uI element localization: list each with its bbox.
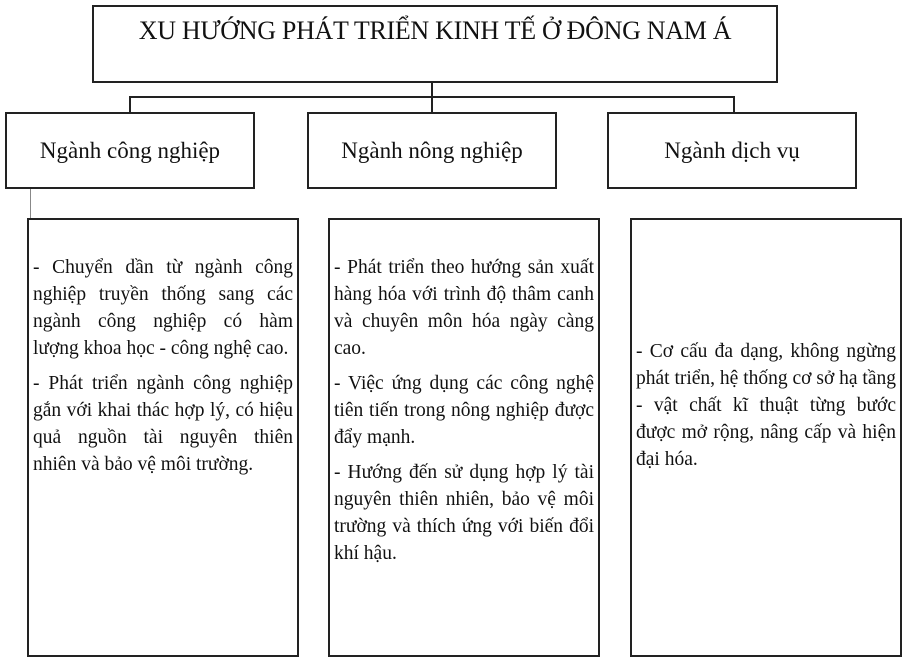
point: - Phát triển ngành công nghiệp gắn với khai thác hợp lý, có hiệu quả nguồn tài nguyên thiên nhiên và bảo vệ môi trường. xyxy=(33,373,293,475)
connector-branch-3 xyxy=(733,96,735,112)
content-agriculture xyxy=(328,218,600,657)
point: - Cơ cấu đa dạng, không ngừng phát triển, hệ thống cơ sở hạ tầng - vật chất kĩ thuật từng bước được mở rộng, nâng cấp và hiện đại hóa. xyxy=(636,341,896,470)
connector-branch-2 xyxy=(431,96,433,112)
category-services: Ngành dịch vụ xyxy=(607,112,857,189)
point: - Việc ứng dụng các công nghệ tiên tiến trong nông nghiệp được đẩy mạnh. xyxy=(334,373,594,448)
point: - Phát triển theo hướng sản xuất hàng hóa với trình độ thâm canh và chuyên môn hóa ngày càng cao. xyxy=(334,257,594,359)
content-industry xyxy=(27,218,299,657)
point: - Chuyển dần từ ngành công nghiệp truyền thống sang các ngành công nghiệp có hàm lượng khoa học - công nghệ cao. xyxy=(33,257,293,359)
connector-branch-1 xyxy=(129,96,131,112)
diagram-title: XU HƯỚNG PHÁT TRIỂN KINH TẾ Ở ĐÔNG NAM Á xyxy=(92,5,778,83)
content-services xyxy=(630,218,902,657)
point: - Hướng đến sử dụng hợp lý tài nguyên thiên nhiên, bảo vệ môi trường và thích ứng với biến đổi khí hậu. xyxy=(334,462,594,564)
category-industry: Ngành công nghiệp xyxy=(5,112,255,189)
category-agriculture: Ngành nông nghiệp xyxy=(307,112,557,189)
connector-down-1 xyxy=(30,189,31,218)
